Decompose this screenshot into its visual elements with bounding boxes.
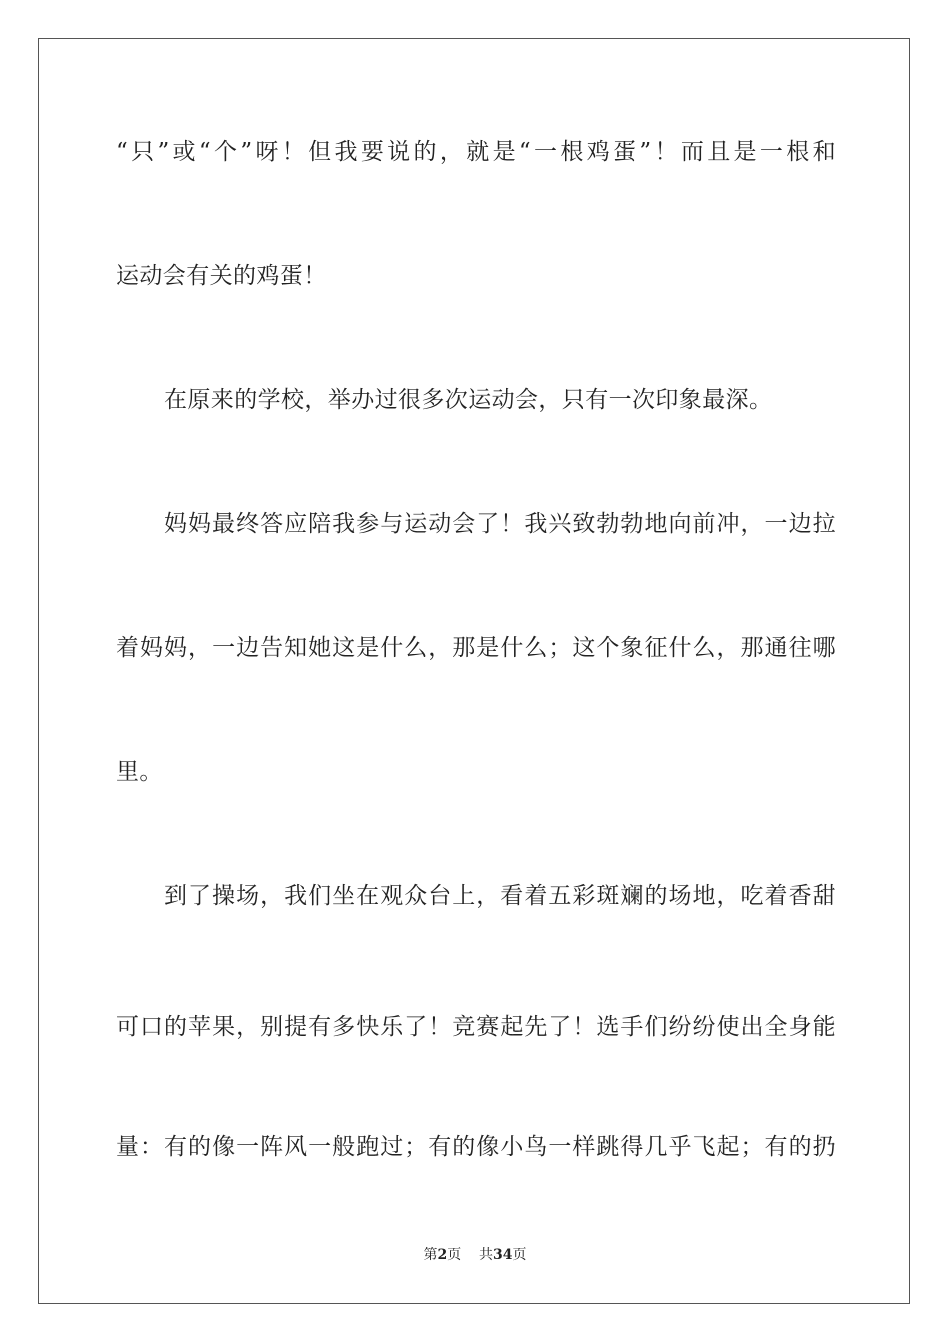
total-pages-number: 34 — [493, 1247, 513, 1263]
text-line-9: 量：有的像一阵风一般跑过；有的像小鸟一样跳得几乎飞起；有的扔 — [116, 1134, 836, 1160]
text-line-5: 着妈妈，一边告知她这是什么，那是什么；这个象征什么，那通往哪 — [116, 635, 836, 661]
text-line-8: 可口的苹果，别提有多快乐了！竞赛起先了！选手们纷纷使出全身能 — [116, 1014, 836, 1040]
page-footer — [0, 1246, 950, 1264]
current-page-number: 2 — [437, 1247, 448, 1263]
text-line-6: 里。 — [116, 759, 163, 785]
text-line-1: “只”或“个”呀！但我要说的，就是“一根鸡蛋”！而且是一根和 — [116, 139, 836, 165]
footer-total-suffix: 页 — [512, 1247, 527, 1263]
text-line-4: 妈妈最终答应陪我参与运动会了！我兴致勃勃地向前冲，一边拉 — [164, 511, 836, 537]
footer-prefix: 第 — [423, 1247, 438, 1263]
footer-total-prefix: 共 — [479, 1247, 494, 1263]
page-border — [38, 38, 910, 1304]
text-line-2: 运动会有关的鸡蛋！ — [116, 263, 327, 289]
text-line-3: 在原来的学校，举办过很多次运动会，只有一次印象最深。 — [164, 387, 773, 413]
text-line-7: 到了操场，我们坐在观众台上，看着五彩斑斓的场地，吃着香甜 — [164, 883, 836, 909]
footer-page-suffix: 页 — [447, 1247, 462, 1263]
